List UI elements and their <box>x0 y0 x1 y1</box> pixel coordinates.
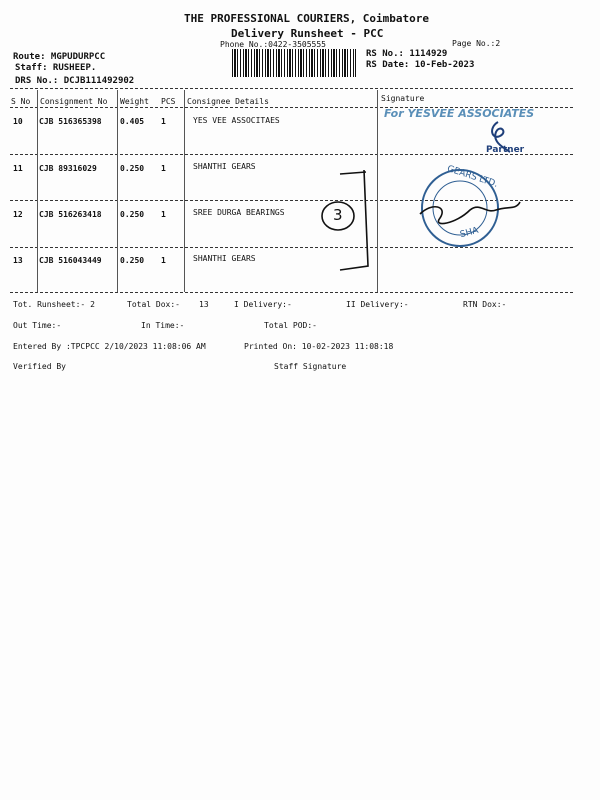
row-consignment: CJB 516263418 <box>39 210 102 219</box>
row-pcs: 1 <box>161 164 166 173</box>
page-number: Page No.:2 <box>452 39 501 48</box>
entered-by: Entered By :TPCPCC 2/10/2023 11:08:06 AM <box>13 342 206 351</box>
seal-shanthi-text: SHA <box>459 225 480 241</box>
row-consignment: CJB 516365398 <box>39 117 102 126</box>
rtn-dox: RTN Dox:- <box>463 300 507 309</box>
route-label: Route: MGPUDURPCC <box>13 52 106 62</box>
rs-date: RS Date: 10-Feb-2023 <box>366 60 475 70</box>
staff-signature: Staff Signature <box>274 362 347 371</box>
row-consignee: SHANTHI GEARS <box>193 254 256 263</box>
header-sno: S No <box>11 97 31 106</box>
first-delivery: I Delivery:- <box>234 300 292 309</box>
barcode <box>232 49 356 77</box>
row-consignment: CJB 89316029 <box>39 164 97 173</box>
row-sno: 13 <box>13 256 23 265</box>
row-consignee: SHANTHI GEARS <box>193 162 256 171</box>
total-pod: Total POD:- <box>264 321 317 330</box>
header-consignee: Consignee Details <box>187 97 269 106</box>
seal-gears-text: GEARS LTD. <box>445 164 499 190</box>
row-weight: 0.250 <box>120 164 145 173</box>
handwritten-signature <box>320 166 540 278</box>
drs-number: DRS No.: DCJB111492902 <box>15 76 135 86</box>
row-consignee: YES VEE ASSOCITAES <box>193 116 280 125</box>
header-weight: Weight <box>120 97 149 106</box>
in-time: In Time:- <box>141 321 185 330</box>
row-pcs: 1 <box>161 210 166 219</box>
row-weight: 0.250 <box>120 256 145 265</box>
row-consignment: CJB 516043449 <box>39 256 102 265</box>
header-consignment: Consignment No <box>40 97 108 106</box>
circled-number: 3 <box>333 206 343 224</box>
rs-number: RS No.: 1114929 <box>366 49 448 59</box>
row-pcs: 1 <box>161 256 166 265</box>
col-divider <box>37 90 38 292</box>
phone-number: Phone No.:0422-3505555 <box>220 40 326 49</box>
second-delivery: II Delivery:- <box>346 300 409 309</box>
row-sno: 12 <box>13 210 23 219</box>
header-pcs: PCS <box>161 97 176 106</box>
table-bottom-rule <box>10 292 573 293</box>
staff-label: Staff: RUSHEEP. <box>15 63 97 73</box>
yesvee-stamp: For YESVEE ASSOCIATES <box>384 107 535 120</box>
printed-on: Printed On: 10-02-2023 11:08:18 <box>244 342 394 351</box>
company-name: THE PROFESSIONAL COURIERS, Coimbatore <box>184 12 430 25</box>
row-weight: 0.405 <box>120 117 145 126</box>
total-runsheet: Tot. Runsheet:- 2 <box>13 300 95 309</box>
col-divider <box>117 90 118 292</box>
verified-by: Verified By <box>13 362 66 371</box>
total-dox-label: Total Dox:- <box>127 300 180 309</box>
header-signature: Signature <box>381 94 425 103</box>
partner-label: Partner <box>486 145 525 155</box>
row-sno: 11 <box>13 164 23 173</box>
total-dox-value: 13 <box>199 300 209 309</box>
col-divider <box>184 90 185 292</box>
out-time: Out Time:- <box>13 321 62 330</box>
row-consignee: SREE DURGA BEARINGS <box>193 208 285 217</box>
runsheet-title: Delivery Runsheet - PCC <box>231 27 384 40</box>
row-weight: 0.250 <box>120 210 145 219</box>
table-top-rule <box>10 88 573 89</box>
row-sno: 10 <box>13 117 23 126</box>
row-pcs: 1 <box>161 117 166 126</box>
